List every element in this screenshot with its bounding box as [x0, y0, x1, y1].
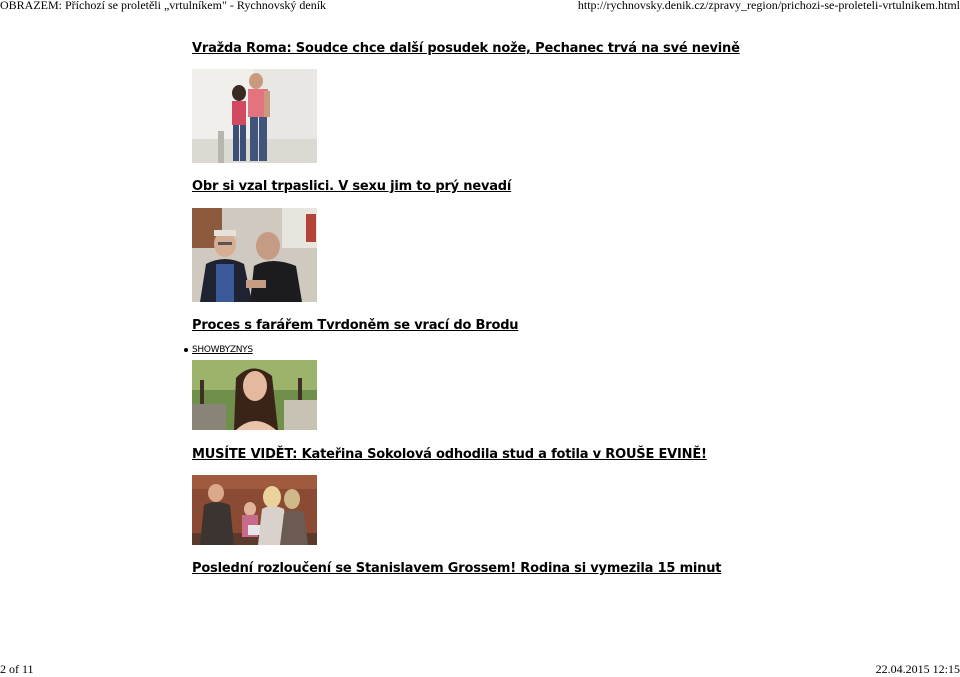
- article-thumbnail[interactable]: [192, 69, 317, 163]
- article-headline-link[interactable]: Proces s farářem Tvrdoněm se vrací do Brodu: [192, 318, 519, 333]
- article-thumbnail[interactable]: [192, 360, 317, 430]
- couple-photo: [192, 69, 317, 163]
- article-headline-link[interactable]: Poslední rozloučení se Stanislavem Grossem! Rodina si vymezila 15 minut: [192, 561, 722, 576]
- list-bullet: [184, 348, 188, 352]
- article-headline-link[interactable]: Obr si vzal trpaslici. V sexu jim to prý nevadí: [192, 179, 512, 194]
- section-link-showbyznys[interactable]: SHOWBYZNYS: [192, 345, 253, 355]
- print-header-title: OBRAZEM: Příchozí se proletěli „vrtulníkem" - Rychnovský deník: [0, 0, 327, 12]
- article-thumbnail[interactable]: [192, 475, 317, 545]
- print-footer-page: 2 of 11: [0, 662, 34, 676]
- article-headline-link[interactable]: Vražda Roma: Soudce chce další posudek nože, Pechanec trvá na své nevině: [192, 41, 740, 56]
- family-photo: [192, 475, 317, 545]
- article-headline-link[interactable]: MUSÍTE VIDĚT: Kateřina Sokolová odhodila stud a fotila v ROUŠE EVINĚ!: [192, 447, 707, 462]
- courtroom-photo: [192, 208, 317, 302]
- article-thumbnail[interactable]: [192, 208, 317, 302]
- print-footer-datetime: 22.04.2015 12:15: [875, 662, 960, 676]
- portrait-photo: [192, 360, 317, 430]
- print-header-url: http://rychnovsky.denik.cz/zpravy_region/prichozi-se-proleteli-vrtulnikem.html: [577, 0, 960, 12]
